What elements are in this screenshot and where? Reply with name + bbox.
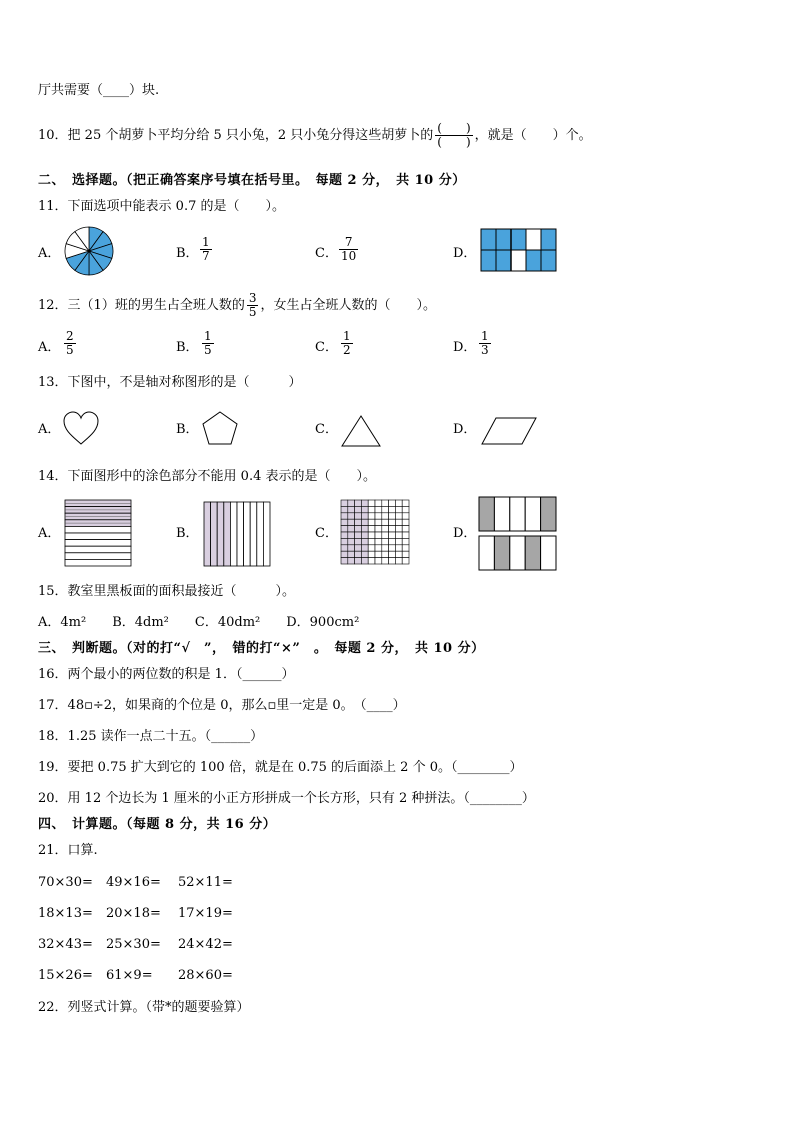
grid-cell (389, 532, 396, 538)
grid-cell (481, 250, 496, 271)
calc-item: 49×16= (106, 875, 161, 890)
q14-option-b-label: B． (176, 526, 199, 541)
calc-item: 15×26= (38, 968, 93, 983)
grid-cell (348, 551, 355, 557)
calc-item: 52×11= (178, 875, 233, 890)
q11-option-a-label: A． (38, 246, 61, 261)
grid-cell (375, 551, 382, 557)
row-strip (65, 540, 131, 547)
grid-cell (348, 538, 355, 544)
grid-cell (481, 229, 496, 250)
q12-numerator: 3 (248, 291, 257, 305)
q12-option-b-fraction (200, 330, 216, 357)
grid-cell (402, 519, 409, 525)
grid-cell (355, 526, 362, 532)
column-strip (263, 502, 270, 566)
grid-cell (368, 538, 375, 544)
q11-option-c-label: C． (315, 246, 338, 261)
q14-hundred-grid-figure (340, 499, 410, 565)
grid-cell (341, 545, 348, 551)
grid-cell (402, 506, 409, 512)
column-strip (204, 502, 211, 566)
column-strip (250, 502, 257, 566)
q12-c-denominator: 2 (343, 343, 351, 357)
bottom-cell (541, 536, 556, 570)
q12-d-numerator: 1 (481, 329, 489, 343)
grid-cell (389, 500, 396, 506)
q12-option-d-fraction (477, 330, 493, 357)
grid-cell (361, 532, 368, 538)
parallelogram-shape-icon (480, 416, 538, 446)
q11-b-denominator: 7 (202, 249, 210, 263)
grid-cell (348, 545, 355, 551)
calc-item: 18×13= (38, 906, 93, 921)
grid-cell (375, 500, 382, 506)
q10-text-end: ，就是（ ）个。 (474, 128, 592, 143)
question-16: 16．两个最小的两位数的积是 1．（______） (38, 667, 295, 682)
calc-item: 25×30= (106, 937, 161, 952)
grid-cell (375, 526, 382, 532)
calc-item: 24×42= (178, 937, 233, 952)
pentagon-shape-icon (200, 410, 240, 446)
grid-cell (541, 229, 556, 250)
grid-cell (382, 513, 389, 519)
grid-cell (348, 519, 355, 525)
q12-b-numerator: 1 (204, 329, 212, 343)
calc-item: 61×9= (106, 968, 153, 983)
grid-cell (341, 519, 348, 525)
q15-options: A．4m² B．4dm² C．40dm² D．900cm² (38, 615, 360, 630)
top-cell (541, 497, 556, 531)
grid-cell (395, 519, 402, 525)
grid-cell (368, 558, 375, 564)
grid-cell (348, 558, 355, 564)
column-strip (237, 502, 244, 566)
q12-option-a-label: A． (38, 340, 61, 355)
grid-cell (402, 500, 409, 506)
grid-cell (341, 558, 348, 564)
grid-cell (395, 545, 402, 551)
grid-cell (341, 506, 348, 512)
grid-cell (341, 526, 348, 532)
grid-cell (382, 500, 389, 506)
question-17: 17．48▫÷2，如果商的个位是 0，那么▫里一定是 0。 （____） (38, 698, 406, 713)
grid-cell (375, 545, 382, 551)
q12-d-denominator: 3 (481, 343, 489, 357)
grid-cell (341, 500, 348, 506)
q11-option-b-label: B． (176, 246, 199, 261)
grid-cell (368, 500, 375, 506)
grid-cell (361, 551, 368, 557)
column-strip (230, 502, 237, 566)
grid-cell (389, 513, 396, 519)
grid-cell (496, 229, 511, 250)
grid-cell (382, 538, 389, 544)
q14-column-figure (203, 501, 271, 567)
grid-cell (375, 532, 382, 538)
grid-cell (355, 500, 362, 506)
question-18: 18．1.25 读作一点二十五。（______） (38, 729, 264, 744)
grid-cell (368, 506, 375, 512)
grid-cell (402, 538, 409, 544)
question-14: 14．下面图形中的涂色部分不能用 0.4 表示的是（ ）。 (38, 469, 376, 484)
section-4-heading: 四、 计算题。（每题 8 分，共 16 分） (38, 817, 277, 832)
q12-b-denominator: 5 (204, 343, 212, 357)
bottom-cell (525, 536, 540, 570)
grid-cell (375, 519, 382, 525)
grid-cell (341, 513, 348, 519)
column-strip (217, 502, 224, 566)
q14-option-a-label: A． (38, 526, 61, 541)
q12-text: 12．三（1）班的男生占全班人数的 (38, 298, 245, 313)
grid-cell (361, 519, 368, 525)
grid-cell (361, 538, 368, 544)
q14-striped-rows-figure (64, 499, 132, 567)
question-11: 11．下面选项中能表示 0.7 的是（ ）。 (38, 199, 285, 214)
q10-numerator: ( ) (437, 121, 471, 135)
grid-cell (395, 532, 402, 538)
question-15: 15．教室里黑板面的面积最接近（ ）。 (38, 584, 296, 599)
question-13: 13．下图中，不是轴对称图形的是（ ） (38, 375, 302, 390)
q11-b-numerator: 1 (202, 235, 210, 249)
grid-cell (382, 551, 389, 557)
grid-cell (382, 545, 389, 551)
grid-cell (368, 526, 375, 532)
q13-option-d-label: D． (453, 422, 477, 437)
grid-cell (382, 558, 389, 564)
q10-denominator: ( ) (437, 135, 471, 149)
question-19: 19．要把 0.75 扩大到它的 100 倍，就是在 0.75 的后面添上 2 个 0。（________） (38, 760, 523, 775)
q10-text: 10．把 25 个胡萝卜平均分给 5 只小兔，2 只小兔分得这些胡萝卜的 (38, 128, 434, 143)
top-cell (479, 497, 494, 531)
grid-cell (395, 558, 402, 564)
q14-option-d-label: D． (453, 526, 477, 541)
q14-option-c-label: C． (315, 526, 338, 541)
grid-cell (355, 506, 362, 512)
q12-a-numerator: 2 (66, 329, 74, 343)
grid-cell (375, 513, 382, 519)
q12-text-end: ，女生占全班人数的（ ）。 (260, 298, 436, 313)
grid-cell (341, 538, 348, 544)
question-10 (38, 122, 592, 149)
grid-cell (496, 250, 511, 271)
section-2-heading: 二、 选择题。（把正确答案序号填在括号里。 每题 2 分， 共 10 分） (38, 173, 466, 188)
grid-cell (511, 229, 526, 250)
column-strip (224, 502, 231, 566)
column-strip (211, 502, 218, 566)
grid-cell (402, 558, 409, 564)
q12-denominator: 5 (248, 305, 257, 319)
grid-cell (375, 558, 382, 564)
question-20: 20．用 12 个边长为 1 厘米的小正方形拼成一个长方形，只有 2 种拼法。（________） (38, 791, 535, 806)
grid-cell (368, 551, 375, 557)
q11-c-denominator: 10 (341, 249, 357, 263)
q12-option-b-label: B． (176, 340, 199, 355)
prev-question-tail: 厅共需要（____）块. (38, 83, 160, 98)
grid-cell (361, 526, 368, 532)
grid-cell (355, 551, 362, 557)
grid-cell (361, 558, 368, 564)
grid-cell (355, 513, 362, 519)
grid-cell (382, 519, 389, 525)
grid-cell (361, 545, 368, 551)
grid-cell (382, 526, 389, 532)
q12-c-numerator: 1 (343, 329, 351, 343)
grid-cell (395, 538, 402, 544)
grid-cell (389, 538, 396, 544)
grid-cell (382, 506, 389, 512)
grid-cell (389, 545, 396, 551)
row-strip (65, 533, 131, 540)
grid-cell (389, 526, 396, 532)
grid-cell (402, 513, 409, 519)
grid-cell (348, 506, 355, 512)
row-strip (65, 553, 131, 560)
section-3-heading: 三、 判断题。（对的打“√ ”， 错的打“×” 。 每题 2 分， 共 10 分） (38, 641, 485, 656)
grid-cell (395, 506, 402, 512)
grid-cell (355, 545, 362, 551)
grid-cell (368, 532, 375, 538)
top-cell (510, 497, 525, 531)
bottom-cell (510, 536, 525, 570)
grid-cell (395, 551, 402, 557)
grid-cell (368, 519, 375, 525)
grid-cell (355, 538, 362, 544)
grid-cell (389, 506, 396, 512)
column-strip (244, 502, 251, 566)
q11-pie-figure (64, 226, 114, 276)
grid-cell (402, 526, 409, 532)
bottom-cell (479, 536, 494, 570)
q12-fraction (247, 292, 259, 319)
grid-cell (375, 538, 382, 544)
grid-cell (348, 513, 355, 519)
calc-item: 70×30= (38, 875, 93, 890)
grid-cell (541, 250, 556, 271)
top-cell (525, 497, 540, 531)
heart-shape-icon (62, 410, 100, 446)
calc-item: 20×18= (106, 906, 161, 921)
q12-a-denominator: 5 (66, 343, 74, 357)
q13-option-a-label: A． (38, 422, 61, 437)
grid-cell (402, 532, 409, 538)
grid-cell (526, 229, 541, 250)
grid-cell (395, 500, 402, 506)
question-22: 22．列竖式计算。（带*的题要验算） (38, 1000, 250, 1015)
grid-cell (361, 500, 368, 506)
grid-cell (368, 513, 375, 519)
grid-cell (341, 532, 348, 538)
grid-cell (389, 551, 396, 557)
top-cell (494, 497, 509, 531)
grid-cell (511, 250, 526, 271)
bottom-cell (494, 536, 509, 570)
triangle-shape-icon (340, 414, 382, 448)
q12-option-d-label: D． (453, 340, 477, 355)
grid-cell (382, 532, 389, 538)
calc-item: 32×43= (38, 937, 93, 952)
q11-c-numerator: 7 (339, 236, 358, 250)
grid-cell (402, 545, 409, 551)
q12-option-c-label: C． (315, 340, 338, 355)
grid-cell (355, 519, 362, 525)
grid-cell (368, 545, 375, 551)
calc-item: 17×19= (178, 906, 233, 921)
grid-cell (395, 513, 402, 519)
grid-cell (355, 532, 362, 538)
grid-cell (402, 551, 409, 557)
grid-cell (375, 506, 382, 512)
q10-fraction-blank (435, 122, 472, 149)
calc-item: 28×60= (178, 968, 233, 983)
question-21: 21．口算. (38, 843, 98, 858)
q11-option-c-fraction (337, 236, 360, 263)
column-strip (257, 502, 264, 566)
grid-cell (348, 526, 355, 532)
grid-cell (348, 500, 355, 506)
row-strip (65, 546, 131, 553)
q14-two-row-figure (478, 496, 558, 572)
row-strip (65, 526, 131, 533)
q13-option-c-label: C． (315, 422, 338, 437)
q11-option-d-label: D． (453, 246, 477, 261)
grid-cell (355, 558, 362, 564)
grid-cell (341, 551, 348, 557)
question-12 (38, 292, 436, 319)
q12-option-a-fraction (62, 330, 78, 357)
grid-cell (348, 532, 355, 538)
row-strip (65, 559, 131, 566)
q11-option-b-fraction (198, 236, 214, 263)
grid-cell (389, 558, 396, 564)
grid-cell (361, 506, 368, 512)
q12-option-c-fraction (339, 330, 355, 357)
grid-cell (395, 526, 402, 532)
grid-cell (389, 519, 396, 525)
q11-grid-figure (480, 228, 558, 274)
grid-cell (526, 250, 541, 271)
q13-option-b-label: B． (176, 422, 199, 437)
grid-cell (361, 513, 368, 519)
